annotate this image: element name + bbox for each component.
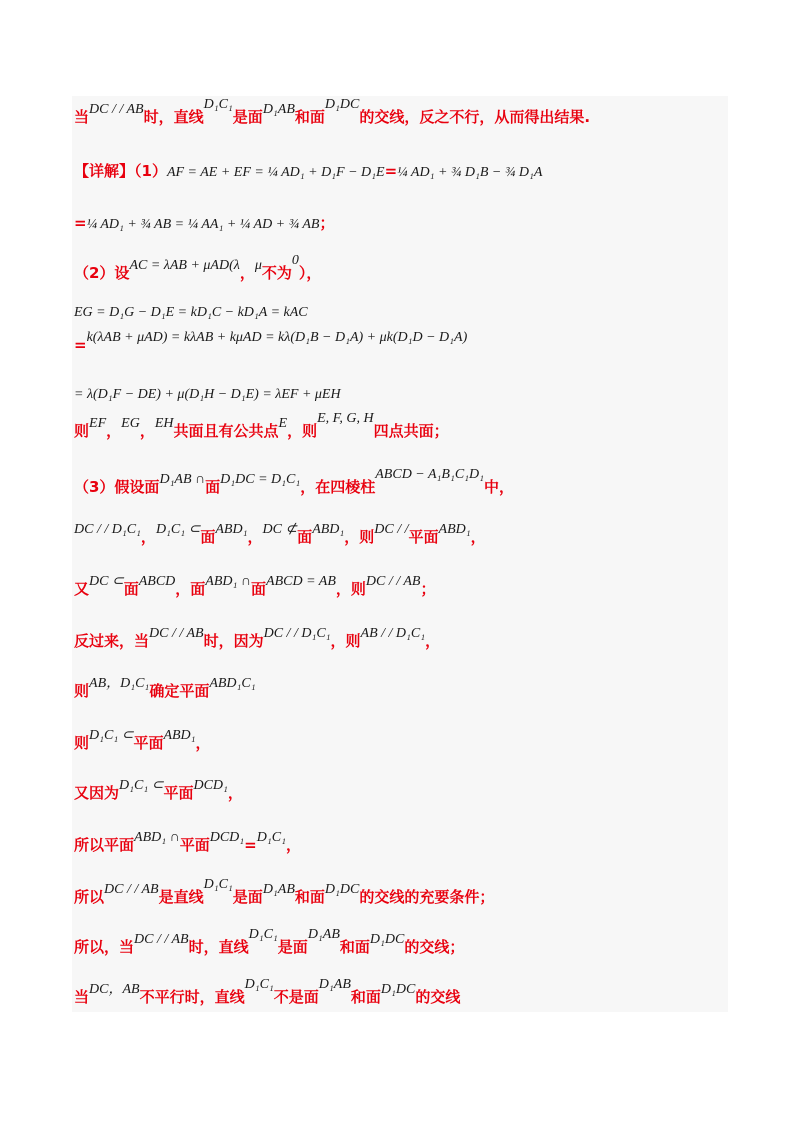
math-expression: DC / / AB: [134, 932, 189, 947]
document-page: [72, 96, 728, 1012]
math-expression: D₁C₁: [256, 830, 286, 845]
text-run: 则: [74, 422, 90, 440]
math-expression: DC / / D₁C₁: [74, 522, 141, 537]
text-run: ，则: [335, 580, 366, 598]
math-expression: D₁AB: [262, 102, 295, 117]
math-expression: DC / / AB: [149, 626, 204, 641]
math-expression: DC / /: [374, 522, 409, 537]
text-run: 不平行时，直线: [139, 988, 245, 1006]
text-line-15: [74, 778, 243, 803]
math-expression: DC / / AB: [365, 574, 421, 589]
math-expression: E, F, G, H: [317, 411, 374, 426]
text-run: ；: [319, 214, 335, 232]
math-expression: AB，D₁C₁: [89, 676, 150, 691]
text-line-7: [74, 384, 341, 403]
text-run: 当: [74, 988, 90, 1006]
text-run: 和面: [339, 938, 370, 956]
math-expression: ¼ AD₁ + ¾ D₁B − ¾ D₁A: [397, 165, 543, 180]
text-line-16: [74, 830, 301, 855]
text-line-1: [74, 97, 591, 127]
text-line-14: [74, 728, 211, 753]
math-expression: D₁AB: [307, 927, 340, 942]
text-run: 平面: [408, 528, 439, 546]
text-run: 的交线，反之不行，从而得出结果.: [359, 108, 591, 126]
text-run: =: [244, 836, 257, 854]
text-run: 面: [205, 478, 221, 496]
text-run: ，则: [287, 422, 318, 440]
math-expression: ABD₁ ∩: [134, 830, 180, 845]
text-run: 和面: [294, 888, 325, 906]
text-run: 是面: [277, 938, 308, 956]
text-run: 面: [123, 580, 139, 598]
text-run: 又因为: [74, 784, 120, 802]
text-run: 则: [74, 682, 90, 700]
math-expression: D₁DC: [380, 982, 416, 997]
text-run: 平面: [133, 734, 164, 752]
math-expression: ABD₁: [438, 522, 471, 537]
text-run: 时，直线: [188, 938, 249, 956]
text-run: 当: [74, 108, 90, 126]
text-run: 和面: [294, 108, 325, 126]
text-run: 时，直线: [143, 108, 204, 126]
math-expression: D₁C₁ ⊂: [89, 728, 134, 743]
text-line-18: [74, 927, 465, 957]
math-expression: D₁DC: [324, 97, 360, 112]
text-run: ，: [247, 528, 263, 546]
text-run: ，: [239, 264, 255, 282]
text-run: 面: [200, 528, 216, 546]
text-run: 是直线: [158, 888, 204, 906]
math-expression: ABCD = AB: [266, 574, 336, 589]
text-run: ，: [285, 836, 301, 854]
text-run: 平面: [163, 784, 194, 802]
math-expression: D₁C₁: [203, 877, 233, 892]
text-run: （3）假设面: [74, 478, 160, 496]
math-expression: AF = AE + EF = ¼ AD₁ + D₁F − D₁E: [166, 165, 385, 180]
text-run: =: [74, 336, 87, 354]
text-line-19: [74, 977, 461, 1007]
text-run: ；: [420, 580, 436, 598]
math-expression: DC，AB: [89, 982, 140, 997]
math-expression: D₁AB: [318, 977, 351, 992]
math-expression: ABD₁: [312, 522, 345, 537]
text-run: 中，: [484, 478, 515, 496]
text-line-10: [74, 522, 486, 547]
text-run: =: [74, 214, 87, 232]
text-run: ，: [195, 734, 211, 752]
math-expression: EF: [89, 416, 107, 431]
math-expression: DC ⊂: [89, 574, 124, 589]
text-run: 则: [74, 734, 90, 752]
text-run: ，: [139, 422, 155, 440]
text-run: ，则: [330, 632, 361, 650]
text-run: 反过来，当: [74, 632, 150, 650]
text-run: ），: [298, 264, 322, 282]
math-expression: D₁DC: [324, 882, 360, 897]
text-run: ，: [227, 784, 243, 802]
math-expression: ABCD − A₁B₁C₁D₁: [375, 467, 485, 482]
text-run: 四点共面；: [373, 422, 449, 440]
math-expression: DC ⊄: [262, 522, 298, 537]
math-expression: k(λAB + μAD) = kλAB + kμAD = kλ(D₁B − D₁A) + μk(D₁D − D₁A): [86, 330, 468, 345]
text-run: 是面: [232, 888, 263, 906]
math-expression: EH: [154, 416, 174, 431]
text-run: 不是面: [273, 988, 319, 1006]
text-line-13: [74, 676, 256, 701]
math-expression: D₁C₁ ⊂: [119, 778, 164, 793]
text-run: 又: [74, 580, 90, 598]
math-expression: D₁DC = D₁C₁: [220, 472, 301, 487]
text-run: 的交线；: [404, 938, 465, 956]
math-expression: D₁C₁: [244, 977, 274, 992]
text-line-9: [74, 467, 515, 497]
text-run: 所以，当: [74, 938, 135, 956]
math-expression: μ: [254, 258, 262, 273]
math-expression: ABCD: [138, 574, 176, 589]
math-expression: DC / / AB: [104, 882, 159, 897]
math-expression: D₁AB ∩: [159, 472, 206, 487]
text-run: ，: [425, 632, 441, 650]
text-run: 所以: [74, 888, 105, 906]
text-line-3: [74, 212, 335, 233]
math-expression: DCD₁: [193, 778, 228, 793]
text-line-6: [74, 330, 468, 355]
math-expression: ABD₁ ∩: [205, 574, 251, 589]
math-expression: D₁C₁: [248, 927, 278, 942]
math-expression: ¼ AD₁ + ¾ AB = ¼ AA₁ + ¼ AD + ¾ AB: [86, 217, 320, 232]
math-expression: D₁DC: [369, 932, 405, 947]
text-run: 确定平面: [149, 682, 210, 700]
math-expression: DCD₁: [209, 830, 245, 845]
math-expression: ABD₁: [163, 728, 196, 743]
text-run: 所以平面: [74, 836, 135, 854]
text-run: ，: [106, 422, 122, 440]
text-line-8: [74, 411, 449, 441]
text-run: 时，因为: [203, 632, 264, 650]
text-run: 共面且有公共点: [173, 422, 279, 440]
math-expression: AB / / D₁C₁: [360, 626, 426, 641]
math-expression: D₁C₁ ⊂: [155, 522, 201, 537]
math-expression: ABD₁C₁: [209, 676, 256, 691]
text-line-2: [74, 160, 542, 181]
text-run: 【详解】（1）: [74, 162, 167, 180]
text-run: 的交线的充要条件；: [359, 888, 495, 906]
math-expression: EG = D₁G − D₁E = kD₁C − kD₁A = kAC: [74, 305, 308, 320]
text-run: 是面: [232, 108, 263, 126]
math-expression: AC = λAB + μAD(λ: [129, 258, 240, 273]
text-run: ，面: [175, 580, 206, 598]
text-run: ，: [140, 528, 156, 546]
text-run: 面: [251, 580, 267, 598]
math-expression: EG: [121, 416, 140, 431]
math-expression: DC / / AB: [89, 102, 144, 117]
text-line-11: [74, 574, 436, 599]
text-run: ，则: [344, 528, 375, 546]
text-run: （2）设: [74, 264, 130, 282]
text-run: 不为: [261, 264, 292, 282]
text-run: =: [384, 162, 398, 180]
math-expression: D₁AB: [262, 882, 295, 897]
text-line-17: [74, 877, 495, 907]
text-line-4: [74, 253, 322, 283]
text-line-12: [74, 626, 441, 651]
math-expression: ABD₁: [215, 522, 248, 537]
math-expression: D₁C₁: [203, 97, 233, 112]
math-expression: E: [278, 416, 288, 431]
text-run: ，在四棱柱: [300, 478, 376, 496]
math-expression: 0: [291, 253, 299, 268]
text-run: 和面: [350, 988, 381, 1006]
text-run: 平面: [179, 836, 210, 854]
text-run: 面: [297, 528, 313, 546]
math-expression: = λ(D₁F − DE) + μ(D₁H − D₁E) = λEF + μEH: [74, 387, 341, 402]
text-run: ，: [470, 528, 486, 546]
math-expression: DC / / D₁C₁: [263, 626, 331, 641]
text-line-5: [74, 302, 308, 321]
text-run: 的交线: [415, 988, 461, 1006]
